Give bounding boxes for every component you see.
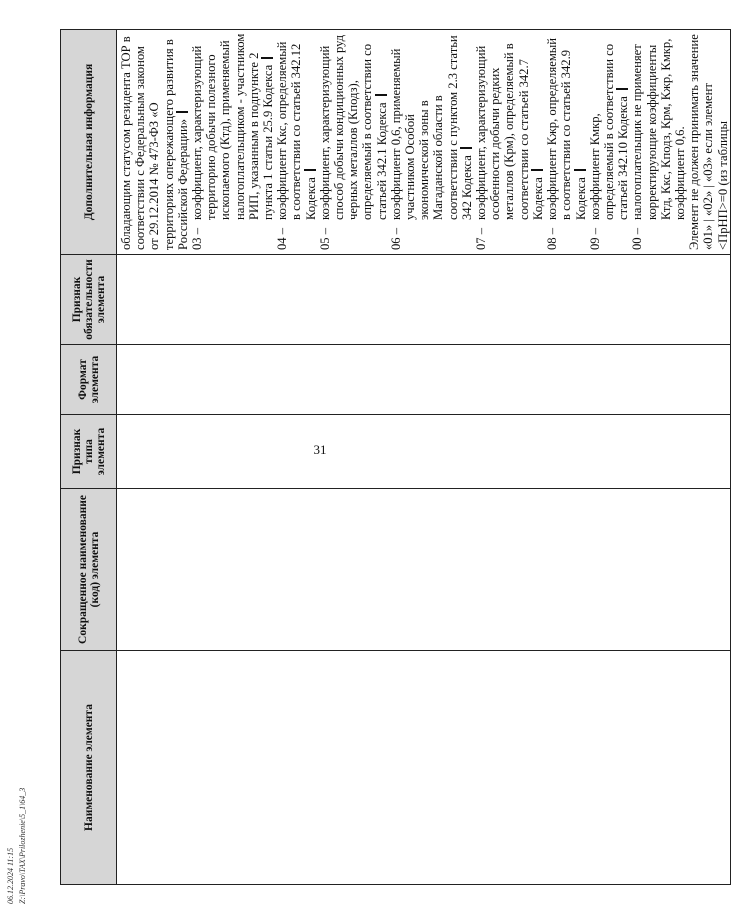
footer-stamp [4, 724, 44, 904]
code-item: 04 – коэффициент Ккс, определяемый в соответствии со статьей 342.12 Кодекса [275, 41, 318, 250]
code-item: 05 – коэффициент, характеризующий способ добычи кондиционных руд черных металлов (Кподз), определяемый в соответствии со статьей 342.1 Кодекса [317, 34, 389, 250]
page-number: 31 [313, 442, 327, 457]
cell-format [117, 345, 731, 415]
table-header-row [61, 30, 117, 885]
rotated-table-container [60, 30, 730, 885]
code-item: 07 – коэффициент, характеризующий особенности добычи редких металлов (Крм), определяемый в соответствии со статьей 342.7 Кодекса [474, 43, 545, 250]
header-element-name: Наименование элемента [61, 651, 117, 885]
code-item: 00 – налогоплательщик не применяет корректирующие коэффициенты Ктд, Ккс, Кподз, Крм, Кжр, Кмкр, коэффициент 0,6. [630, 38, 687, 250]
cell-short-name [117, 489, 731, 651]
cell-additional-info [117, 30, 731, 255]
table-row [117, 30, 731, 885]
header-type: Признак типа элемента [61, 415, 117, 489]
info-intro: обладающим статусом резидента ТОР в соответствии с Федеральным законом от 29.12.2014 № 473-ФЗ «О территориях опережающего развития в Российской Федерации» [119, 36, 190, 250]
code-item: 09 – коэффициент Кмкр, определяемый в соответствии со статьей 342.10 Кодекса [587, 43, 631, 250]
footer-date: 06.12.2024 11:15 [6, 847, 15, 904]
footer-path: Z:\Pravo\TAX\Prilozhenie\5_1\64_3 [18, 787, 27, 904]
header-required: Признак обязательности элемента [61, 255, 117, 345]
code-item: 06 – коэффициент 0,6, применяемый участником Особой экономической зоны в Магаданской области в соответствии с пунктом 2.3 статьи 342 Кодекса [388, 35, 474, 250]
header-format: Формат элемента [61, 345, 117, 415]
code-item: 08 – коэффициент Кжр, определяемый в соответствии со статьей 342.9 Кодекса [545, 38, 588, 250]
header-additional-info: Дополнительная информация [61, 30, 117, 255]
code-item: 03 – коэффициент, характеризующий территорию добычи полезного ископаемого (Ктд), применяемый налогоплательщиком - участником РИП, указанным в подпункте 2 пункта 1 статьи 25.9 Кодекса [190, 33, 276, 250]
elements-table [60, 29, 731, 885]
cell-type [117, 415, 731, 489]
cell-element-name [117, 651, 731, 885]
info-final: Элемент не должен принимать значение «01» | «02» | «03» если элемент <ПрНП>=0 (из таблицы [687, 34, 730, 250]
header-short-name: Сокращенное наименование (код) элемента [61, 489, 117, 651]
cell-required [117, 255, 731, 345]
